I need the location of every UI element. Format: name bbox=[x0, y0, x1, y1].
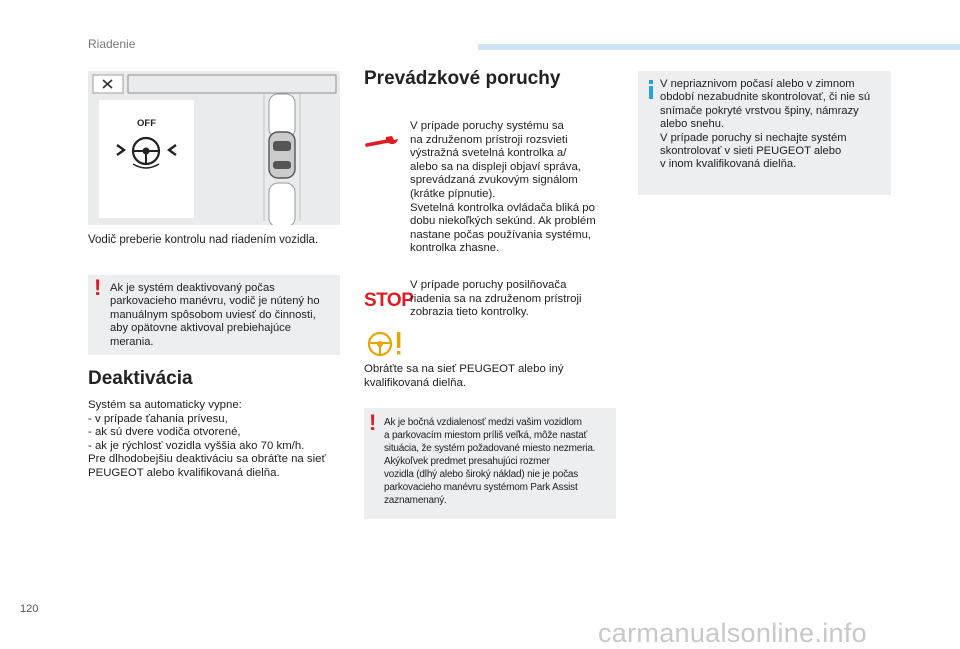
warning-note bbox=[88, 275, 340, 355]
system-fault-text: V prípade poruchy systému sa na združenom prístroji rozsvieti výstražná svetelná kontrolka a/ alebo sa na displeji objaví správa, sprevádzaná zvukovým signálom (krátke pípnutie). Svetelná kontrolka ovládača bliká po dobu niekoľkých sekúnd. Ak problém nastane počas používania systému, kontrolka zhasne. bbox=[410, 120, 596, 255]
steering-fault-text: V prípade poruchy posilňovača riadenia sa na združenom prístroji zobrazia tieto kontrolky. bbox=[410, 279, 582, 319]
wrench-icon bbox=[364, 132, 402, 152]
steering-fault-icon bbox=[366, 330, 406, 358]
figure-caption: Vodič preberie kontrolu nad riadením vozidla. bbox=[88, 234, 319, 246]
info-note bbox=[638, 71, 891, 195]
parking-illustration bbox=[88, 71, 340, 225]
section-title: Riadenie bbox=[88, 37, 136, 51]
off-label: OFF bbox=[137, 118, 156, 129]
deactivation-text: Systém sa automaticky vypne: - v prípade ťahania prívesu, - ak sú dvere vodiča otvorené, - ak je rýchlosť vozidla vyššia ako 70 km/h. Pre dlhodobejšiu deaktiváciu sa obráťte na sieť PEUGEOT alebo kvalifikovaná dielňa. bbox=[88, 399, 326, 479]
warning-note-2-text: Ak je bočná vzdialenosť medzi vašim vozidlom a parkovacím miestom príliš veľká, môže nastať situácia, že systém požadované miesto nezmeria. Akýkoľvek predmet presahujúci rozmer vozidla (dlhý alebo široký náklad) nie je počas parkovacieho manévru systémom Park Assist zaznamenaný. bbox=[384, 417, 596, 506]
deactivation-heading: Deaktivácia bbox=[88, 368, 193, 389]
watermark: carmanualsonline.info bbox=[598, 618, 867, 648]
contact-text: Obráťte sa na sieť PEUGEOT alebo iný kvalifikovaná dielňa. bbox=[364, 363, 564, 389]
page-number: 120 bbox=[20, 603, 39, 615]
warning-icon: ! bbox=[369, 410, 377, 435]
info-icon bbox=[649, 80, 653, 84]
warning-icon: ! bbox=[94, 275, 102, 300]
info-icon-bar bbox=[649, 86, 653, 99]
faults-heading: Prevádzkové poruchy bbox=[364, 68, 561, 89]
stop-icon: STOP bbox=[364, 290, 414, 311]
warning-note-2 bbox=[364, 408, 616, 519]
info-note-text: V nepriaznivom počasí alebo v zimnom období nezabudnite skontrolovať, či nie sú snímače pokryté vrstvou špiny, námrazy alebo snehu. V prípade poruchy si nechajte systém skontrolovať v sieti PEUGEOT alebo v inom kvalifikovaná dielňa. bbox=[660, 78, 871, 171]
parking-figure bbox=[88, 71, 340, 225]
warning-note-text: Ak je systém deaktivovaný počas parkovacieho manévru, vodič je nútený ho manuálnym spôsobom uviesť do činnosti, aby opätovne aktivoval prebiehajúce merania. bbox=[110, 282, 320, 348]
header-bar bbox=[478, 44, 960, 50]
